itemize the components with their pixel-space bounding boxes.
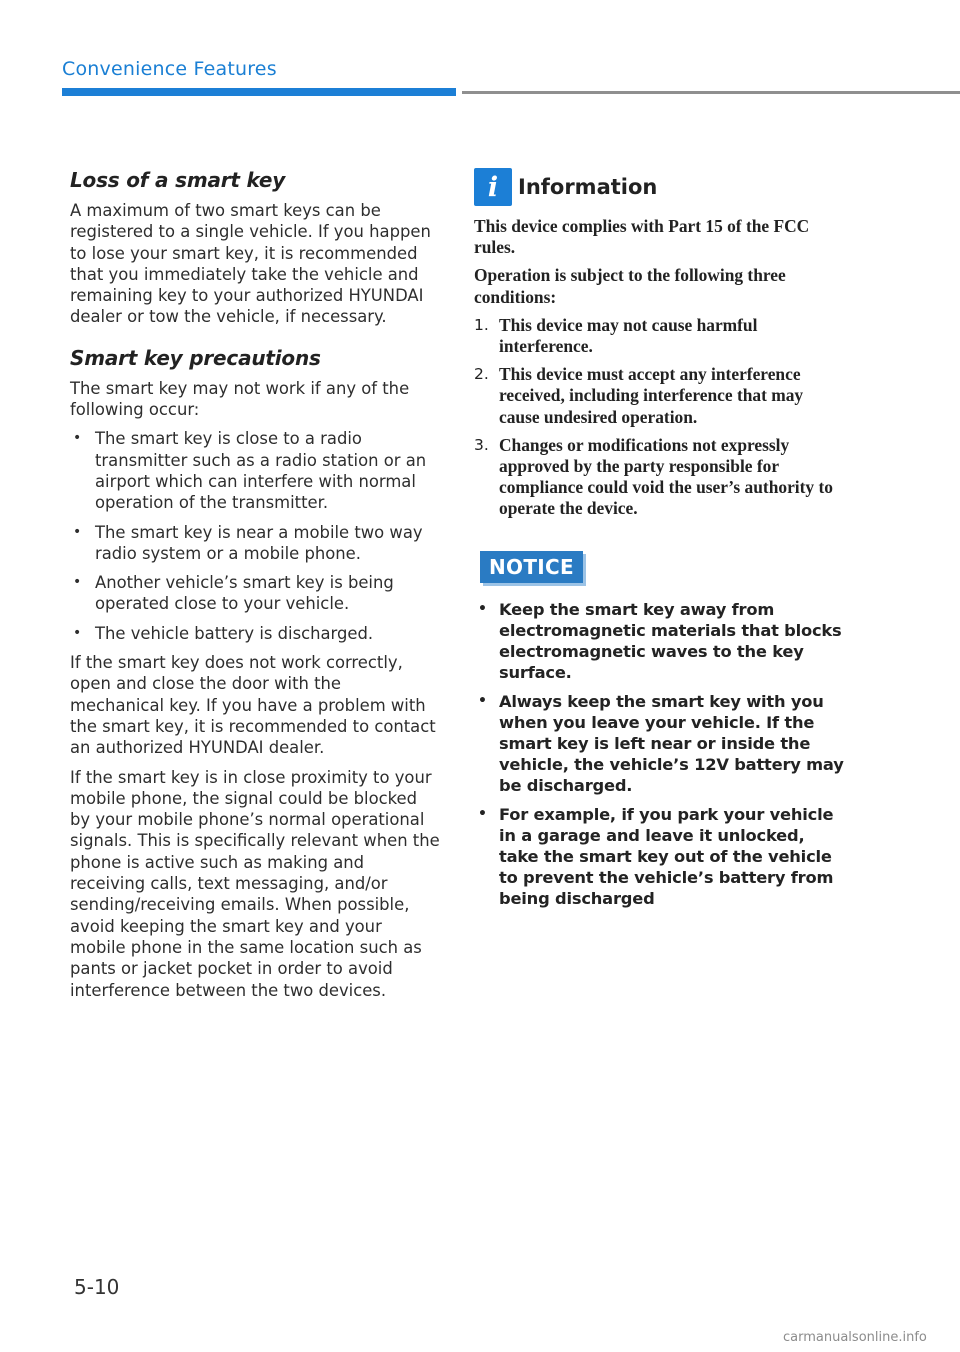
notice-list <box>474 599 844 909</box>
information-list <box>474 315 844 520</box>
list-item <box>70 522 440 565</box>
bullet-icon: • <box>73 574 82 591</box>
list-item-text: Another vehicle’s smart key is being operated close to your vehicle. <box>95 573 394 614</box>
list-item <box>474 364 844 428</box>
list-item <box>70 572 440 615</box>
list-item-text: Always keep the smart key with you when you leave your vehicle. If the smart key is left near or inside the vehicle, the vehicle’s 12V battery may be discharged. <box>499 691 844 795</box>
precautions-para-2: If the smart key is in close proximity to your mobile phone, the signal could be blocked by your mobile phone’s normal operational signals. This is specifically relevant when the phone is active such as making and receiving calls, text messaging, and/or sending/receiving emails. When possible, avoid keeping the smart key and your mobile phone in the same location such as pants or jacket pocket in order to avoid interference between the two devices. <box>70 767 440 1000</box>
list-item-text: Keep the smart key away from electromagnetic materials that blocks electromagnetic waves to the key surface. <box>499 599 842 682</box>
bullet-icon: • <box>478 692 487 709</box>
bullet-icon: • <box>73 430 82 447</box>
list-item <box>70 428 440 513</box>
bullet-icon: • <box>73 523 82 540</box>
bullet-icon: • <box>478 805 487 822</box>
list-item <box>474 315 844 357</box>
information-para-2: Operation is subject to the following three conditions: <box>474 265 786 307</box>
list-item-text: For example, if you park your vehicle in a garage and leave it unlocked, take the smart key out of the vehicle to prevent the vehicle’s battery from being discharged <box>499 804 834 908</box>
information-para-1: This device complies with Part 15 of the FCC rules. <box>474 216 810 258</box>
list-item-number: 2. <box>474 365 489 384</box>
header-rule <box>462 91 960 94</box>
list-item <box>70 623 440 644</box>
list-item <box>474 435 844 520</box>
information-title: Information <box>518 175 658 199</box>
list-item <box>474 804 844 909</box>
precautions-list <box>70 428 440 644</box>
list-item-number: 3. <box>474 435 489 454</box>
list-item-text: This device may not cause harmful interference. <box>499 314 758 357</box>
list-item <box>474 599 844 683</box>
right-column <box>474 168 844 917</box>
list-item <box>474 691 844 796</box>
list-item-number: 1. <box>474 315 489 334</box>
loss-body: A maximum of two smart keys can be registered to a single vehicle. If you happen to lose your smart key, it is recommended that you immediately take the vehicle and remaining key to your authorized HYUNDAI dealer or tow the vehicle, if necessary. <box>70 201 431 327</box>
info-icon: i <box>474 168 512 206</box>
list-item-text: Changes or modifications not expressly approved by the party responsible for compliance could void the user’s authority to operate the device. <box>499 434 833 519</box>
page-number: 5-10 <box>74 1275 120 1299</box>
loss-heading: Loss of a smart key <box>70 168 286 192</box>
precautions-intro: The smart key may not work if any of the following occur: <box>70 378 410 420</box>
list-item-text: The smart key is close to a radio transmitter such as a radio station or an airport which can interfere with normal operation of the transmitter. <box>95 429 427 513</box>
left-column <box>70 168 440 1009</box>
section-title: Convenience Features <box>62 58 277 80</box>
list-item-text: This device must accept any interference received, including interference that may cause undesired operation. <box>499 364 804 427</box>
precautions-para-1: If the smart key does not work correctly, open and close the door with the mechanical key. If you have a problem with the smart key, it is recommended to contact an authorized HYUNDAI dealer. <box>70 653 436 758</box>
information-header <box>474 168 844 206</box>
bullet-icon: • <box>73 624 82 641</box>
list-item-text: The smart key is near a mobile two way radio system or a mobile phone. <box>95 522 423 563</box>
header-rule-accent <box>62 88 456 96</box>
precautions-heading: Smart key precautions <box>70 345 321 370</box>
list-item-text: The vehicle battery is discharged. <box>95 623 374 643</box>
notice-badge: NOTICE <box>480 551 583 583</box>
watermark: carmanualsonline.info <box>783 1330 927 1345</box>
bullet-icon: • <box>478 600 487 617</box>
